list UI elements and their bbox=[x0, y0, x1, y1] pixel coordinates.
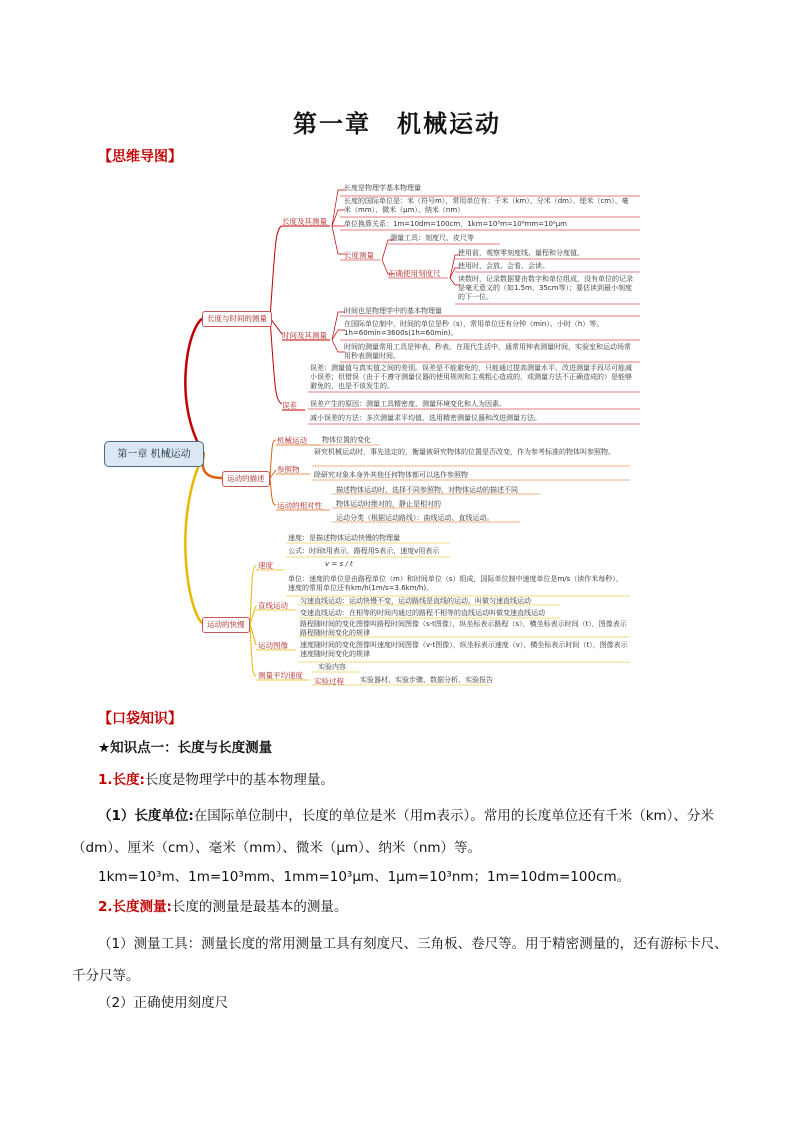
section-pocket-heading: 【口袋知识】 bbox=[98, 711, 182, 727]
sub-ruler: 正确使用刻度尺 bbox=[388, 269, 441, 278]
sub-length-measure: 长度测量 bbox=[344, 251, 374, 260]
para-tools bbox=[72, 928, 732, 992]
para-length-label: 1.长度: bbox=[98, 772, 145, 788]
leaf-uniform-motion: 匀速直线运动：运动快慢不变，运动路线是直线的运动，叫做匀速直线运动 bbox=[300, 597, 531, 605]
leaf-speed-def: 速度：是描述物体运动快慢的物理量 bbox=[288, 534, 400, 542]
leaf-exp-steps: 实验器材、实验步骤、数据分析、实验报告 bbox=[360, 676, 493, 684]
sub-graph: 运动图像 bbox=[258, 641, 288, 650]
leaf-measure-tools: 测量工具：刻度尺、皮尺等 bbox=[390, 234, 474, 242]
sub-average-speed: 测量平均速度 bbox=[258, 671, 303, 680]
sub-relativity: 运动的相对性 bbox=[277, 501, 322, 510]
sub-linear: 直线运动 bbox=[258, 601, 288, 610]
leaf-ruler-reading: 读数时，记录数据要由数字和单位组成，没有单位的记录是毫无意义的（如1.5m、35cm等）；要估读到最小刻度的下一位。 bbox=[458, 275, 633, 301]
para-length-units bbox=[72, 800, 732, 864]
sub-time: 时间及其测量 bbox=[282, 331, 327, 340]
leaf-length-conversion: 单位换算关系：1m=10dm=100cm，1km=10³m=10⁶mm=10⁹μm bbox=[344, 220, 567, 228]
leaf-vt-graph: 速度随时间的变化图像叫速度时间图像（v-t图像），纵坐标表示速度（v），横坐标表示时间（t），图像表示速度随时间变化的规律 bbox=[300, 641, 628, 658]
sub-error: 误差 bbox=[282, 401, 297, 410]
para-tools-text: （1）测量工具：测量长度的常用测量工具有刻度尺、三角板、卷尺等。用于精密测量的，还有游标卡尺、千分尺等。 bbox=[72, 936, 728, 984]
sub-experiment: 实验过程 bbox=[314, 677, 344, 686]
leaf-length-units: 长度的国际单位是：米（符号m），常用单位有：千米（km）、分米（dm）、厘米（cm）、毫米（mm）、微米（μm）、纳米（nm） bbox=[344, 197, 629, 214]
leaf-relative-absolute: 物体运动时绝对的，静止是相对的 bbox=[336, 500, 441, 508]
leaf-ruler-before: 使用前，观察零刻度线、量程和分度值。 bbox=[458, 249, 584, 257]
leaf-reference-any: 除研究对象本身外其他任何物体都可以选作参照物 bbox=[314, 471, 468, 479]
page-title: 第一章 机械运动 bbox=[293, 109, 501, 138]
para-units-text: 在国际单位制中，长度的单位是米（用m表示）。常用的长度单位还有千米（km）、分米（dm）、厘米（cm）、毫米（mm）、微米（μm）、纳米（nm）等。 bbox=[72, 808, 714, 856]
leaf-exp-content: 实验内容 bbox=[318, 663, 346, 671]
leaf-speed-formula: v = s / t bbox=[325, 560, 353, 568]
sub-mechanical: 机械运动 bbox=[277, 436, 307, 445]
leaf-variable-motion: 变速直线运动：在相等的时间内通过的路程不相等的直线运动叫做变速直线运动 bbox=[300, 609, 545, 617]
para-length-text: 长度是物理学中的基本物理量。 bbox=[144, 772, 334, 788]
knowledge-point-1-title bbox=[98, 737, 738, 759]
para-conversions bbox=[98, 866, 738, 888]
section-mindmap-heading: 【思维导图】 bbox=[98, 149, 182, 165]
para-length bbox=[98, 769, 738, 791]
leaf-error-reduce: 减小误差的方法：多次测量求平均值、选用精密测量仪器和改进测量方法。 bbox=[310, 414, 541, 422]
leaf-ruler-during: 使用时，会放、会看、会读。 bbox=[458, 262, 549, 270]
leaf-reference-def: 研究机械运动时，事先选定的，衡量被研究物体的位置是否改变，作为参考标准的物体叫参照物。 bbox=[314, 448, 615, 456]
para-conversions-text: 1km=10³m、1m=10³mm、1mm=10³μm、1μm=10³nm；1m=10dm=100cm。 bbox=[98, 869, 631, 885]
para-units-label: （1）长度单位: bbox=[98, 808, 194, 824]
leaf-time-basic: 时间也是物理学中的基本物理量 bbox=[344, 307, 442, 315]
branch-motion-speed: 运动的快慢 bbox=[202, 617, 250, 633]
leaf-relative-desc: 描述物体运动时，选择不同参照物，对物体运动的描述不同 bbox=[336, 486, 518, 494]
mindmap-root: 第一章 机械运动 bbox=[104, 441, 204, 467]
sub-length: 长度及其测量 bbox=[282, 217, 327, 226]
leaf-length-basic: 长度是物理学基本物理量 bbox=[344, 184, 421, 192]
leaf-time-tools: 时间的测量常用工具是钟表、秒表。在现代生活中，通常用钟表测量时间，实验室和运动场常用秒表测量时间。 bbox=[344, 343, 631, 360]
para-ruler-text: （2）正确使用刻度尺 bbox=[98, 995, 229, 1011]
branch-length-time: 长度与时间的测量 bbox=[202, 311, 272, 327]
branch-motion-description: 运动的描述 bbox=[222, 471, 270, 487]
para-ruler bbox=[98, 992, 738, 1014]
leaf-speed-units: 单位：速度的单位是由路程单位（m）和时间单位（s）组成，国际单位制中速度单位是m/s（读作米每秒），速度的常用单位还有km/h(1m/s=3.6km/h)。 bbox=[288, 575, 623, 592]
leaf-time-units: 在国际单位制中，时间的单位是秒（s），常用单位还有分钟（min）、小时（h）等。1h=60min=3600s(1h=60min)。 bbox=[344, 320, 604, 337]
leaf-position-change: 物体位置的变化 bbox=[322, 436, 371, 444]
leaf-speed-formula-text: 公式：时间t用表示，路程用S表示，速度v用表示 bbox=[288, 547, 440, 555]
leaf-st-graph: 路程随时间的变化图像叫路程时间图像（s-t图像），纵坐标表示路程（s），横坐标表示时间（t），图像表示路程随时间变化的规律 bbox=[300, 620, 627, 637]
para-measure-label: 2.长度测量: bbox=[98, 899, 172, 915]
leaf-motion-classes: 运动分类（根据运动路线）：曲线运动、直线运动。 bbox=[336, 514, 494, 522]
para-length-measure bbox=[98, 896, 738, 918]
sub-speed: 速度 bbox=[258, 561, 273, 570]
sub-reference: 参照物 bbox=[277, 465, 300, 474]
para-measure-text: 长度的测量是最基本的测量。 bbox=[171, 899, 348, 915]
leaf-error-causes: 误差产生的原因：测量工具精密度、测量环境变化和人为因素。 bbox=[310, 400, 506, 408]
knowledge-point-1-text: ★知识点一：长度与长度测量 bbox=[98, 740, 273, 756]
leaf-error-definition: 误差：测量值与真实值之间的差别。误差是不能避免的，只能通过提高测量水平、改进测量手段尽可能减小误差；但错误（由于不遵守测量仪器的使用规则和主观粗心造成的，或测量方法不正确造成的）是能够避免的，也是不该发生的。 bbox=[310, 364, 632, 390]
